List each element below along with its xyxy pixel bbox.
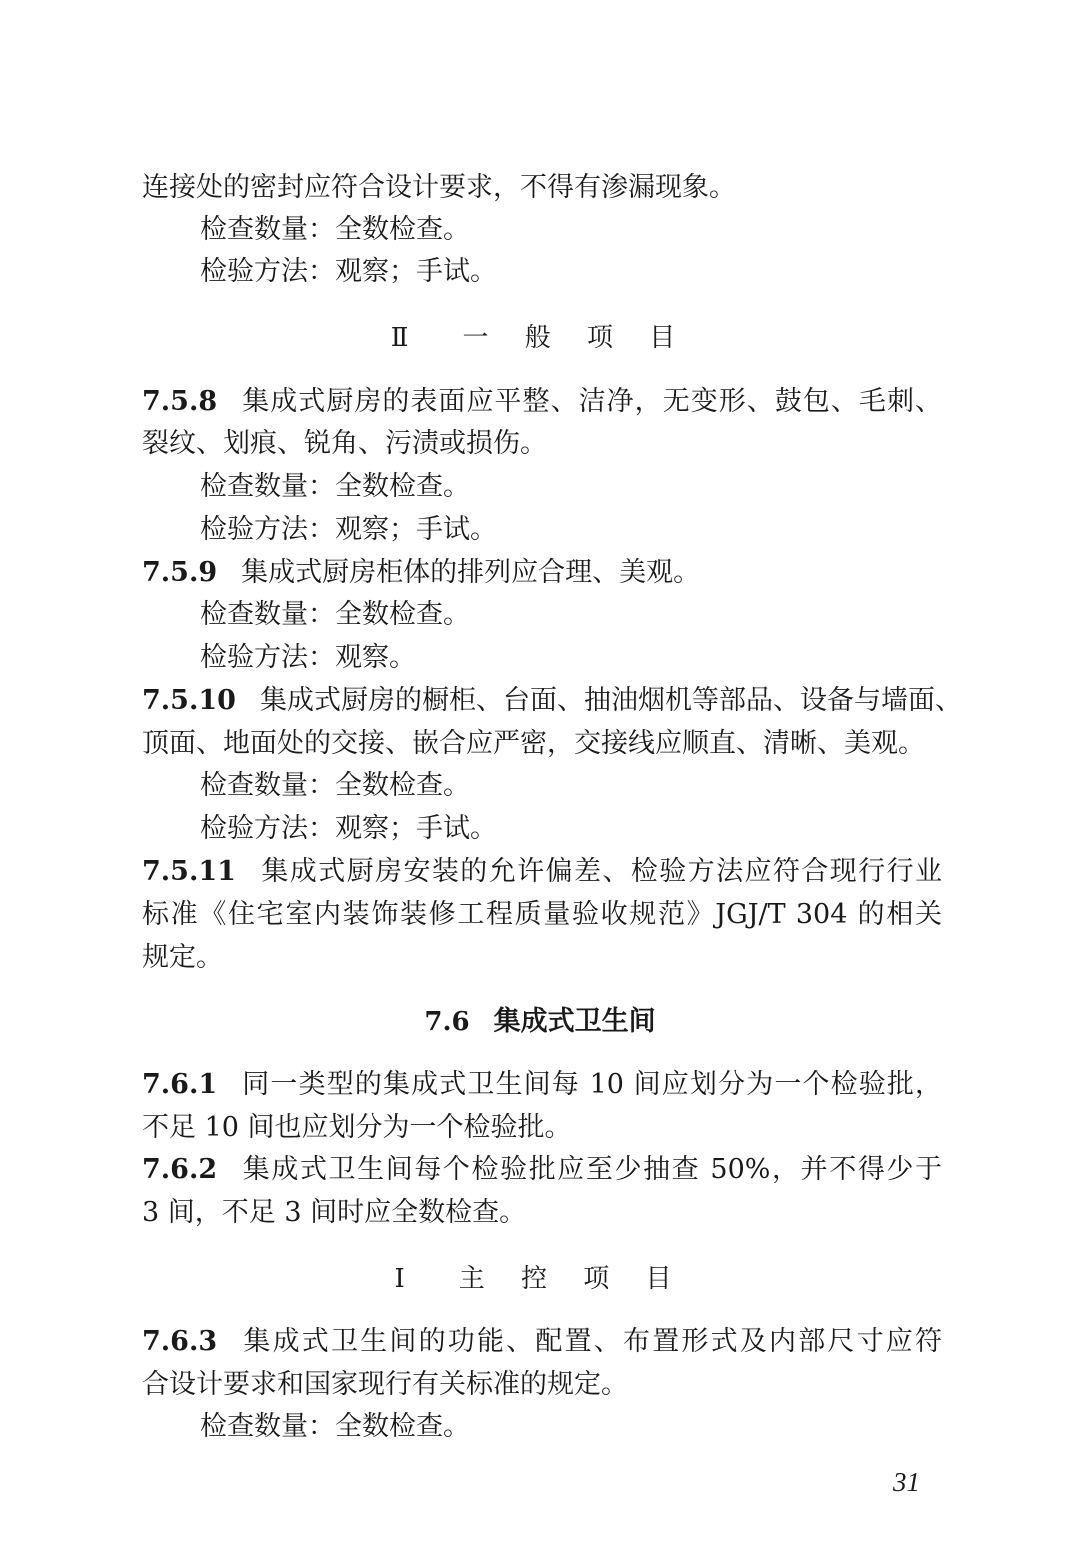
- clause-number: 7.6.2: [142, 1154, 218, 1185]
- clause-text: 集成式厨房安装的允许偏差、检验方法应符合现行行业: [259, 856, 942, 887]
- section-title: 集成式卫生间: [493, 1006, 656, 1037]
- subsection-heading-general-items: Ⅱ 一 般 项 目: [390, 323, 690, 353]
- inspection-quantity: 检查数量：全数检查。: [200, 599, 470, 630]
- clause-number: 7.5.9: [142, 557, 218, 588]
- inspection-method: 检验方法：观察。: [200, 642, 416, 673]
- clause-text: 集成式厨房的橱柜、台面、抽油烟机等部品、设备与墙面、: [259, 685, 962, 716]
- clause-7-6-3-line-2: 合设计要求和国家现行有关标准的规定。: [142, 1369, 628, 1400]
- clause-7-6-3-line-1: [142, 1324, 942, 1360]
- clause-7-5-11-line-3: 规定。: [142, 942, 223, 973]
- clause-text: 集成式厨房柜体的排列应合理、美观。: [241, 557, 701, 588]
- clause-7-5-9-line-1: [142, 555, 942, 591]
- clause-7-5-11-line-1: [142, 854, 942, 890]
- inspection-method: 检验方法：观察；手试。: [200, 813, 497, 844]
- clause-7-5-8-line-2: 裂纹、划痕、锐角、污渍或损伤。: [142, 428, 547, 459]
- clause-number: 7.6.1: [142, 1069, 218, 1100]
- clause-number: 7.6.3: [142, 1326, 218, 1357]
- clause-text: 集成式卫生间每个检验批应至少抽查 50%，并不得少于: [241, 1154, 942, 1185]
- clause-text: 集成式卫生间的功能、配置、布置形式及内部尺寸应符: [241, 1326, 942, 1357]
- inspection-method: 检验方法：观察；手试。: [200, 256, 497, 287]
- clause-number: 7.5.8: [142, 386, 218, 417]
- clause-7-6-2-line-1: [142, 1152, 942, 1188]
- inspection-method: 检验方法：观察；手试。: [200, 514, 497, 545]
- section-number: 7.6: [424, 1007, 470, 1037]
- inspection-quantity: 检查数量：全数检查。: [200, 471, 470, 502]
- clause-7-6-1-line-2: 不足 10 间也应划分为一个检验批。: [142, 1112, 572, 1143]
- text-line: 连接处的密封应符合设计要求，不得有渗漏现象。: [142, 172, 736, 203]
- clause-text: 集成式厨房的表面应平整、洁净，无变形、鼓包、毛刺、: [241, 386, 942, 417]
- clause-7-5-10-line-2: 顶面、地面处的交接、嵌合应严密，交接线应顺直、清晰、美观。: [142, 728, 925, 759]
- clause-7-5-11-line-2: 标准《住宅室内装饰装修工程质量验收规范》JGJ/T 304 的相关: [142, 899, 942, 930]
- inspection-quantity: 检查数量：全数检查。: [200, 770, 470, 801]
- clause-7-6-2-line-2: 3 间，不足 3 间时应全数检查。: [142, 1197, 527, 1228]
- inspection-quantity: 检查数量：全数检查。: [200, 214, 470, 245]
- section-heading-7-6: [0, 1004, 1080, 1040]
- clause-7-6-1-line-1: [142, 1067, 942, 1103]
- inspection-quantity: 检查数量：全数检查。: [200, 1411, 470, 1442]
- clause-7-5-8-line-1: [142, 384, 942, 420]
- clause-text: 同一类型的集成式卫生间每 10 间应划分为一个检验批，: [241, 1069, 942, 1100]
- page-number: 31: [893, 1467, 920, 1497]
- subsection-heading-main-control-items: Ⅰ 主 控 项 目: [394, 1264, 686, 1294]
- clause-number: 7.5.11: [142, 856, 236, 887]
- clause-7-5-10-line-1: [142, 683, 962, 719]
- clause-number: 7.5.10: [142, 685, 236, 716]
